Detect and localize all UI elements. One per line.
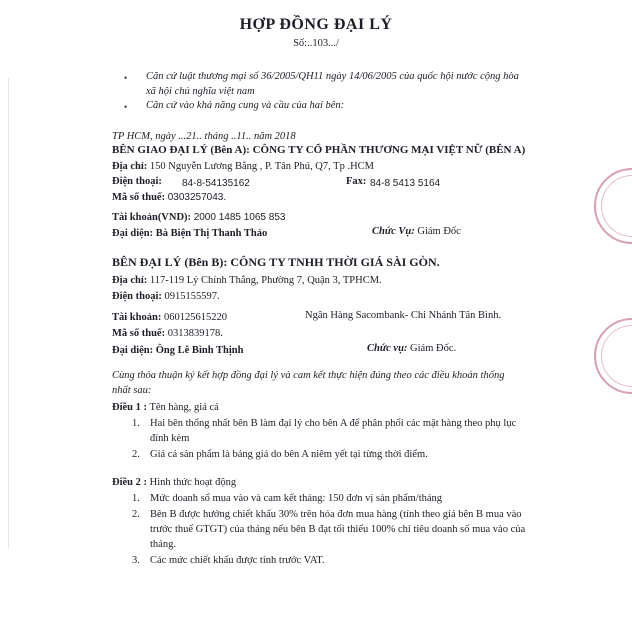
article-2-label: Điều 2 :	[112, 477, 147, 488]
article-1-item-number: 2.	[132, 449, 140, 460]
party-b-tax: 0313839178.	[167, 328, 223, 339]
seal-stamp-top	[594, 168, 632, 244]
article-1-title: Tên hàng, giá cả	[149, 402, 219, 413]
article-2-item-line: Mức doanh số mua vào và cam kết tháng: 150 đơn vị sản phẩm/tháng	[150, 493, 443, 504]
agreement-line: nhất sau:	[112, 385, 152, 396]
party-b-phone: 0915155597.	[164, 291, 220, 302]
party-a-phone-label: Điện thoại:	[112, 176, 162, 187]
article-1-item-line: đính kèm	[150, 433, 190, 444]
article-1-heading	[112, 402, 219, 414]
preamble-line: xã hội chủ nghĩa việt nam	[146, 86, 255, 97]
article-1-item-number: 1.	[132, 418, 140, 429]
party-a-rep-label: Đại diện:	[112, 228, 154, 239]
party-b-phone-label: Điện thoại:	[112, 291, 162, 302]
party-a-tax-row	[112, 192, 226, 204]
party-a-fax: 84-8 5413 5164	[370, 178, 441, 189]
party-b-rep-row	[112, 345, 243, 357]
party-b-address: 117-119 Lý Chính Thắng, Phường 7, Quận 3, TPHCM.	[149, 275, 382, 286]
party-b-position-label: Chức vụ:	[367, 343, 408, 354]
party-b-phone-row	[112, 291, 220, 303]
agreement-line: Cùng thỏa thuận ký kết hợp đồng đại lý và cam kết thực hiện đúng theo các điều khoản thống	[112, 370, 505, 381]
party-a-account: 2000 1485 1065 853	[193, 212, 286, 223]
party-a-position: Giám Đốc	[417, 226, 461, 237]
party-b-heading: BÊN ĐẠI LÝ (Bên B): CÔNG TY TNHH THỜI GIÁ SÀI GÒN.	[112, 255, 440, 269]
article-2-item-line: trước thuế GTGT) của tháng nếu bên B đạt tối thiểu 100% chỉ tiêu doanh số mua vào của	[150, 524, 526, 535]
party-b-tax-row	[112, 328, 223, 340]
party-b-account-row	[112, 312, 227, 324]
article-2-item-line: Các mức chiết khấu được tính trước VAT.	[150, 555, 325, 566]
article-1-item-line: Giá cả sản phẩm là bảng giá do bên A niêm yết tại từng thời điểm.	[150, 449, 428, 460]
document-title: HỢP ĐỒNG ĐẠI LÝ	[239, 16, 393, 33]
page-edge-shadow	[8, 78, 9, 548]
party-b-address-label: Địa chỉ:	[112, 275, 148, 286]
party-a-phone: 84-8-54135162	[182, 178, 250, 189]
party-b-account: 060125615220	[163, 312, 227, 323]
party-b-tax-label: Mã số thuế:	[112, 328, 166, 339]
article-2-heading	[112, 477, 236, 489]
party-b-rep: Ông Lê Bình Thịnh	[155, 345, 244, 356]
party-b-account-label: Tài khoản:	[112, 312, 162, 323]
bullet-icon: •	[124, 73, 128, 83]
article-1-label: Điều 1 :	[112, 402, 147, 413]
party-b-address-row	[112, 275, 382, 287]
article-2-title: Hình thức hoạt động	[149, 477, 237, 488]
article-2-item-number: 2.	[132, 509, 140, 520]
party-a-heading: BÊN GIAO ĐẠI LÝ (Bên A): CÔNG TY CỔ PHẦN THƯƠNG MẠI VIỆT NỮ (BÊN A)	[112, 144, 526, 156]
article-2-item-number: 3.	[132, 555, 140, 566]
article-2-item-line: Bên B được hưởng chiết khấu 30% trên hóa đơn mua hàng (tính theo giá bên B mua vào	[150, 509, 522, 520]
bullet-icon: •	[124, 102, 128, 112]
date-line: TP HCM, ngày ...21.. tháng ..11.. năm 2018	[112, 131, 296, 142]
party-a-position-row	[372, 226, 461, 238]
party-b-rep-label: Đại diện:	[112, 345, 154, 356]
party-a-tax: 0303257043.	[167, 192, 227, 203]
preamble-line: Căn cứ vào khả năng cung và cầu của hai bên:	[146, 100, 345, 111]
article-1-item-line: Hai bên thống nhất bên B làm đại lý cho bên A để phân phối các mặt hàng theo phụ lục	[150, 418, 517, 429]
article-2-item-number: 1.	[132, 493, 140, 504]
party-b-bank: Ngân Hàng Sacombank- Chi Nhánh Tân Bình.	[305, 310, 502, 321]
party-a-rep-row	[112, 228, 267, 240]
party-a-position-label: Chức Vụ:	[372, 226, 415, 237]
seal-stamp-bottom	[594, 318, 632, 394]
party-a-fax-label: Fax:	[346, 176, 367, 187]
document-number: Số:..103.../	[293, 38, 339, 49]
party-b-position-row	[367, 343, 456, 355]
party-a-tax-label: Mã số thuế:	[112, 192, 166, 203]
party-b-position: Giám Đốc.	[410, 343, 457, 354]
party-a-address: 150 Nguyễn Lương Bằng , P. Tân Phú, Q7, Tp .HCM	[149, 161, 374, 172]
party-a-account-label: Tài khoản(VND):	[112, 212, 192, 223]
article-2-item-line: tháng.	[150, 539, 176, 550]
party-a-address-label: Địa chỉ:	[112, 161, 148, 172]
party-a-account-row	[112, 212, 285, 224]
preamble-line: Căn cứ luật thương mại số 36/2005/QH11 ngày 14/06/2005 của quốc hội nước cộng hòa	[146, 71, 519, 82]
party-a-address-row	[112, 161, 374, 173]
party-a-rep: Bà Biện Thị Thanh Thảo	[155, 228, 268, 239]
